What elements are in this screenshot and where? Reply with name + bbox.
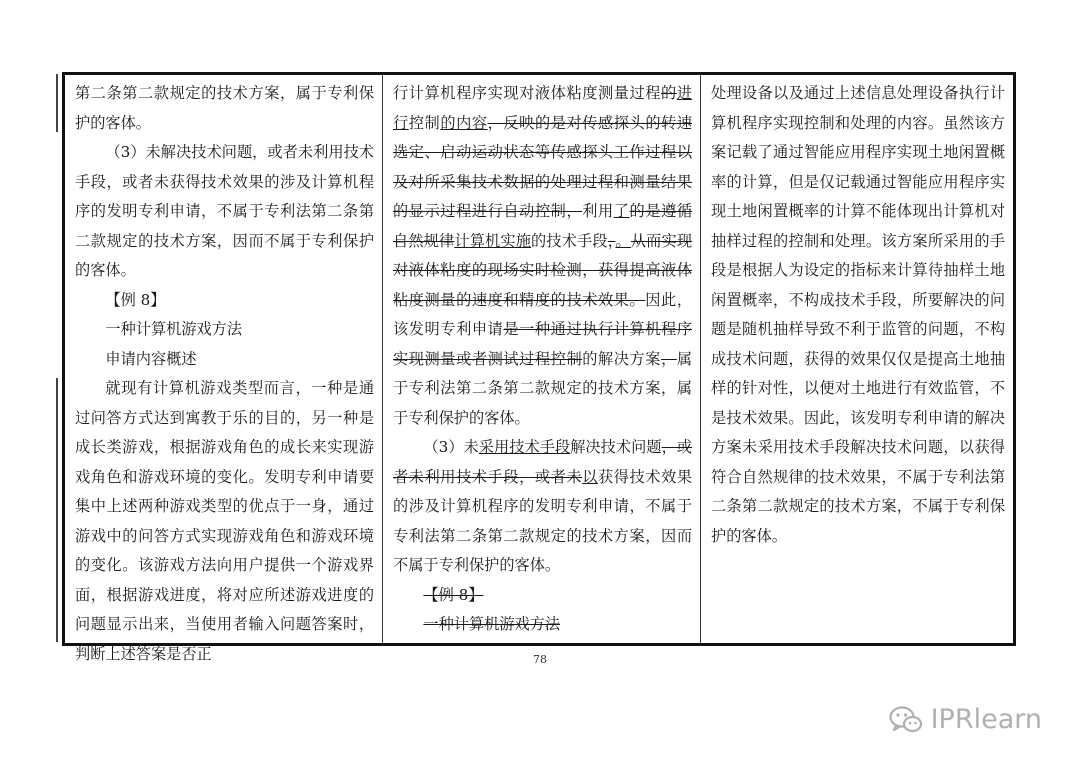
- section-heading: 申请内容概述: [105, 349, 197, 368]
- text-run: 行计算机程序实现对液体粘度测量过程: [393, 84, 662, 102]
- change-bar: [56, 74, 58, 132]
- example-title: 一种计算机游戏方法: [105, 320, 243, 338]
- revised-paragraph: [393, 79, 692, 433]
- example-label: [393, 581, 692, 611]
- deleted-text: ，: [607, 231, 616, 250]
- text-run: 的技术手段: [531, 231, 608, 250]
- deleted-text: 一种计算机游戏方法: [423, 615, 561, 633]
- deleted-text: ，或者未利用技术手段，或者未: [393, 438, 692, 486]
- inserted-text: 进行: [393, 84, 693, 132]
- paragraph-text: （3）未解决技术问题，或者未利用技术手段，或者未获得技术效果的涉及计算机程序的发明专利申请，不属于专利法第二条第二款规定的技术方案，因而不属于专利保护的客体。: [75, 143, 374, 279]
- text-run: 控制: [408, 113, 441, 132]
- inserted-text: 采用技术手段: [478, 438, 571, 456]
- example-label: 【例 8】: [105, 290, 166, 309]
- paragraph-text: 处理设备以及通过上述信息处理设备执行计算机程序实现控制和处理的内容。虽然该方案记载了通过智能应用程序实现土地闲置概率的计算，但是仅记载通过智能应用程序实现土地闲置概率的计算不能体现出计算机对抽样过程的控制和处理。该方案所采用的手段是根据人为设定的指标来计算待抽样土地闲置概率，不构成技术手段，所要解决的问题是随机抽样导致不利于监管的问题，不构成技术问题，获得的效果仅仅是提高土地抽样的针对性，以便对土地进行有效监管，不是技术效果。因此，该发明专利申请的解决方案未采用技术手段解决技术问题，以获得符合自然规律的技术效果，不属于专利法第二条第二款规定的技术方案，不属于专利保护的客体。: [711, 84, 1005, 545]
- deleted-text: ，反映的是对传感探头的转速选定、启动运动状态等传感探头工作过程以及对所采集技术数据的处理过程和测量结果的显示过程进行自动控制，: [393, 113, 693, 220]
- wechat-icon: [889, 705, 923, 735]
- example-title: [393, 610, 692, 640]
- paragraph-text: 就现有计算机游戏类型而言，一种是通过问答方式达到寓教于乐的目的，另一种是成长类游戏，根据游戏角色的成长来实现游戏角色和游戏环境的变化。发明专利申请要集中上述两种游戏类型的优点于一身，通过游戏中的问答方式实现游戏角色和游戏环境的变化。该游戏方法向用户提供一个游戏界面，根据游戏进度，将对应所述游戏进度的问题显示出来，当使用者输入问题答案时，判断上述答案是否正: [75, 379, 374, 663]
- column-middle: [383, 75, 701, 643]
- change-bar: [56, 378, 58, 642]
- inserted-text: 了: [613, 202, 630, 220]
- text-run: 因此，该发明专利申请: [393, 290, 693, 338]
- deleted-text: 从而实现对液体粘度的现场实时检测，获得提高液体粘度测量的速度和精度的技术效果。: [393, 231, 693, 309]
- inserted-text: 计算机实施: [454, 231, 532, 250]
- text-run: 的解决方案: [582, 349, 662, 368]
- deleted-text: 的是遵循自然规律: [393, 202, 693, 250]
- deleted-text: 的: [661, 84, 677, 102]
- text-run: 获得技术效果的涉及计算机程序的发明专利申请，不属于专利法第二条第二款规定的技术方案，因而不属于专利保护的客体。: [393, 467, 693, 574]
- watermark: [889, 704, 1042, 735]
- text-run: 利用: [582, 202, 614, 220]
- text-run: 解决技术问题: [570, 438, 662, 456]
- deleted-text: 是一种通过执行计算机程序实现测量或者测试过程控制: [393, 320, 693, 368]
- deleted-text: 【例 8】: [423, 585, 484, 604]
- page-number: 78: [533, 653, 547, 666]
- inserted-text: 的内容: [440, 113, 488, 132]
- deleted-text: ，: [661, 349, 677, 368]
- inserted-text: 以: [582, 467, 598, 486]
- column-left: [65, 75, 383, 663]
- paragraph-text: 第二条第二款规定的技术方案，属于专利保护的客体。: [75, 84, 374, 132]
- column-right: [701, 75, 1013, 643]
- text-run: （3）未: [423, 438, 479, 456]
- inserted-text: 。: [615, 231, 631, 250]
- watermark-text: IPRlearn: [930, 704, 1042, 735]
- revised-paragraph: [393, 433, 692, 581]
- text-run: 属于专利法第二条第二款规定的技术方案，属于专利保护的客体。: [393, 349, 693, 427]
